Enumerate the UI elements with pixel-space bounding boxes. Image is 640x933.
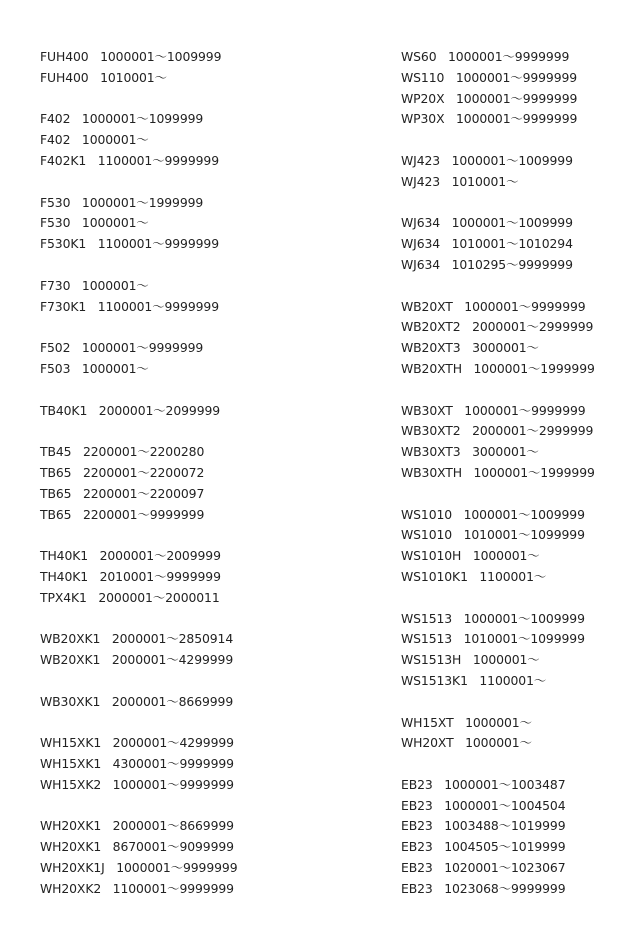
serial-entry [401, 442, 595, 463]
serial-range: 1000001～1009999 [463, 506, 585, 522]
serial-range: 1023068～9999999 [444, 880, 566, 896]
serial-range: 1000001～ [81, 132, 149, 148]
serial-range: 2200001～2200072 [82, 464, 205, 480]
serial-entry [40, 359, 237, 380]
serial-range: 1000001～1099999 [81, 111, 204, 127]
serial-range: 1100001～9999999 [97, 236, 219, 252]
serial-range: 1000001～1003487 [444, 776, 566, 792]
serial-range: 2000001～2000011 [98, 589, 220, 605]
model-name: FUH400 [40, 69, 89, 85]
model-name: WS1010H [401, 548, 462, 564]
model-name: F402K1 [40, 152, 87, 168]
serial-range: 2000001～2999999 [472, 319, 594, 335]
serial-range: 1000001～1009999 [451, 152, 573, 168]
serial-entry [401, 172, 595, 193]
model-name: WB30XT [401, 402, 453, 418]
model-name: EB23 [401, 839, 433, 855]
serial-entry [40, 276, 237, 297]
model-group [40, 546, 237, 608]
model-name: TB65 [40, 464, 72, 480]
serial-range: 2000001～4299999 [111, 652, 234, 668]
serial-range: 1000001～1009999 [463, 610, 585, 626]
serial-range: 1010001～1010294 [451, 236, 573, 252]
model-name: F502 [40, 340, 71, 356]
model-name: WS1010 [401, 527, 453, 543]
serial-range: 1100001～9999999 [97, 152, 219, 168]
serial-entry [40, 193, 237, 214]
model-name: WJ634 [401, 236, 441, 252]
model-name: WH20XK2 [40, 880, 102, 896]
serial-range: 1000001～1999999 [81, 194, 204, 210]
serial-entry [401, 525, 595, 546]
model-name: EB23 [401, 797, 433, 813]
serial-entry [401, 837, 595, 858]
serial-range: 1000001～1009999 [451, 215, 573, 231]
serial-range: 1000001～ [81, 360, 149, 376]
model-name: F530K1 [40, 236, 87, 252]
model-name: WS1513H [401, 652, 462, 668]
serial-range: 1000001～9999999 [448, 49, 570, 64]
serial-entry [401, 713, 595, 734]
serial-entry [401, 816, 595, 837]
model-name: WH15XK1 [40, 735, 102, 751]
serial-entry [401, 109, 595, 130]
serial-entry [40, 567, 237, 588]
serial-entry [401, 546, 595, 567]
model-name: WH20XK1J [40, 860, 105, 876]
serial-range: 1000001～ [465, 714, 532, 730]
serial-entry [40, 588, 237, 609]
model-group [401, 297, 595, 380]
model-name: TB65 [40, 485, 72, 501]
model-name: TB45 [40, 444, 72, 460]
serial-list-right-column [401, 47, 595, 920]
model-group [40, 338, 237, 380]
model-name: WJ423 [401, 152, 441, 168]
model-name: WB20XT2 [401, 319, 461, 335]
serial-entry [40, 130, 237, 151]
serial-entry [401, 297, 595, 318]
model-name: WS1513 [401, 631, 453, 647]
model-name: F503 [40, 360, 71, 376]
serial-range: 2000001～2850914 [111, 631, 234, 647]
model-name: EB23 [401, 880, 433, 896]
serial-range: 1020001～1023067 [444, 860, 566, 876]
serial-entry [40, 733, 237, 754]
serial-entry [40, 629, 237, 650]
serial-entry [40, 775, 237, 796]
serial-entry [401, 234, 595, 255]
model-name: WB30XK1 [40, 693, 101, 709]
model-name: WJ634 [401, 215, 441, 231]
serial-entry [401, 796, 595, 817]
serial-range: 1000001～ [81, 215, 149, 231]
model-name: WB30XT2 [401, 423, 461, 439]
model-name: TPX4K1 [40, 589, 87, 605]
serial-range: 2000001～2009999 [99, 548, 221, 564]
model-group [401, 713, 595, 755]
model-group [401, 151, 595, 193]
serial-entry [401, 89, 595, 110]
model-group [40, 109, 237, 171]
serial-range: 1004505～1019999 [444, 839, 566, 855]
serial-entry [40, 109, 237, 130]
model-group [40, 629, 237, 671]
model-name: WH15XK2 [40, 776, 102, 792]
serial-entry [40, 837, 237, 858]
model-group [401, 213, 595, 275]
serial-entry [401, 401, 595, 422]
model-name: FUH400 [40, 49, 89, 64]
serial-entry [40, 442, 237, 463]
model-name: WH20XK1 [40, 818, 102, 834]
model-group [401, 47, 595, 130]
model-name: WH20XK1 [40, 839, 102, 855]
serial-range: 1010001～ [451, 173, 519, 189]
serial-range: 1010295～9999999 [451, 256, 573, 272]
serial-range: 1000001～1004504 [444, 797, 566, 813]
serial-range: 2200001～2200097 [82, 485, 205, 501]
model-name: F730 [40, 277, 71, 293]
serial-range: 2000001～2999999 [472, 423, 594, 439]
model-group [40, 193, 237, 255]
model-name: WS1513K1 [401, 672, 468, 688]
serial-range: 1100001～9999999 [97, 298, 219, 314]
serial-range: 1000001～9999999 [455, 69, 578, 85]
model-group [40, 442, 237, 525]
serial-range: 1010001～1099999 [463, 527, 585, 543]
model-name: WB20XK1 [40, 631, 101, 647]
model-name: WB20XT [401, 298, 453, 314]
serial-range: 1000001～9999999 [81, 340, 204, 356]
serial-entry [40, 401, 237, 422]
serial-entry [401, 733, 595, 754]
serial-entry [40, 505, 237, 526]
model-name: F730K1 [40, 298, 87, 314]
model-name: WB20XT3 [401, 340, 461, 356]
serial-range: 8670001～9099999 [112, 839, 234, 855]
serial-entry [401, 151, 595, 172]
model-group [401, 401, 595, 484]
serial-entry [40, 879, 237, 900]
model-group [401, 609, 595, 692]
model-name: WH20XT [401, 735, 454, 751]
serial-range: 2000001～8669999 [112, 818, 234, 834]
serial-entry [401, 359, 595, 380]
serial-range: 1010001～1099999 [463, 631, 585, 647]
serial-range: 1000001～ [465, 735, 532, 751]
serial-entry [40, 692, 237, 713]
serial-entry [401, 68, 595, 89]
serial-range: 1100001～ [479, 568, 547, 584]
model-group [401, 505, 595, 588]
serial-range: 1000001～9999999 [116, 860, 238, 876]
serial-entry [401, 858, 595, 879]
serial-entry [401, 671, 595, 692]
serial-range: 1000001～ [81, 277, 149, 293]
serial-entry [401, 629, 595, 650]
model-name: EB23 [401, 860, 433, 876]
serial-entry [401, 421, 595, 442]
serial-range: 2000001～8669999 [111, 693, 234, 709]
model-name: WH15XK1 [40, 756, 102, 772]
serial-entry [40, 47, 237, 68]
model-name: EB23 [401, 818, 433, 834]
model-name: WP20X [401, 90, 445, 106]
model-name: WS1010K1 [401, 568, 468, 584]
serial-range: 1000001～9999999 [456, 90, 578, 106]
serial-entry [40, 463, 237, 484]
model-name: WB20XK1 [40, 652, 101, 668]
serial-range: 1000001～9999999 [464, 298, 586, 314]
serial-entry [401, 213, 595, 234]
serial-entry [40, 297, 237, 318]
serial-range: 1000001～1009999 [100, 49, 222, 64]
serial-range: 2010001～9999999 [99, 568, 221, 584]
serial-entry [401, 775, 595, 796]
serial-entry [40, 338, 237, 359]
serial-entry [401, 47, 595, 68]
serial-range: 3000001～ [472, 444, 539, 460]
serial-entry [401, 609, 595, 630]
model-name: TH40K1 [40, 568, 89, 584]
model-group [401, 775, 595, 900]
model-group [40, 733, 237, 795]
model-name: WB30XTH [401, 464, 462, 480]
serial-range: 2000001～4299999 [112, 735, 234, 751]
serial-range: 2200001～9999999 [82, 506, 205, 522]
model-name: WB20XTH [401, 360, 462, 376]
serial-list-left-column [40, 47, 237, 920]
serial-range: 3000001～ [472, 340, 539, 356]
model-name: WH15XT [401, 714, 454, 730]
model-name: TB40K1 [40, 402, 88, 418]
serial-entry [401, 567, 595, 588]
model-group [40, 276, 237, 318]
serial-entry [401, 317, 595, 338]
model-name: WP30X [401, 111, 445, 127]
model-name: WJ423 [401, 173, 441, 189]
serial-range: 1000001～1999999 [473, 464, 595, 480]
model-name: WS110 [401, 69, 445, 85]
serial-entry [401, 505, 595, 526]
serial-range: 1000001～ [472, 652, 540, 668]
serial-range: 1000001～ [472, 548, 540, 564]
model-name: F530 [40, 215, 71, 231]
serial-range: 1000001～9999999 [112, 776, 234, 792]
serial-entry [401, 463, 595, 484]
model-name: WS1513 [401, 610, 453, 626]
model-name: F530 [40, 194, 71, 210]
model-name: WB30XT3 [401, 444, 461, 460]
model-group [40, 816, 237, 899]
serial-entry [40, 816, 237, 837]
serial-entry [401, 338, 595, 359]
serial-entry [40, 754, 237, 775]
serial-range: 4300001～9999999 [112, 756, 234, 772]
serial-entry [401, 879, 595, 900]
serial-entry [40, 650, 237, 671]
model-name: F402 [40, 132, 71, 148]
model-name: WS1010 [401, 506, 453, 522]
model-name: F402 [40, 111, 71, 127]
model-name: TH40K1 [40, 548, 89, 564]
serial-entry [401, 255, 595, 276]
serial-entry [401, 650, 595, 671]
serial-range: 1010001～ [100, 69, 167, 85]
model-name: WJ634 [401, 256, 441, 272]
serial-range: 1000001～9999999 [464, 402, 586, 418]
serial-entry [40, 858, 237, 879]
serial-entry [40, 234, 237, 255]
model-group [40, 47, 237, 89]
model-group [40, 401, 237, 422]
model-name: EB23 [401, 776, 433, 792]
serial-range: 1000001～1999999 [473, 360, 595, 376]
serial-entry [40, 546, 237, 567]
serial-range: 1003488～1019999 [444, 818, 566, 834]
model-name: TB65 [40, 506, 72, 522]
model-name: WS60 [401, 49, 437, 64]
serial-entry [40, 151, 237, 172]
serial-entry [40, 484, 237, 505]
serial-range: 2000001～2099999 [98, 402, 221, 418]
model-group [40, 692, 237, 713]
serial-entry [40, 213, 237, 234]
serial-range: 1000001～9999999 [456, 111, 578, 127]
serial-range: 1100001～ [479, 672, 547, 688]
serial-range: 1100001～9999999 [112, 880, 234, 896]
serial-entry [40, 68, 237, 89]
serial-range: 2200001～2200280 [82, 444, 205, 460]
